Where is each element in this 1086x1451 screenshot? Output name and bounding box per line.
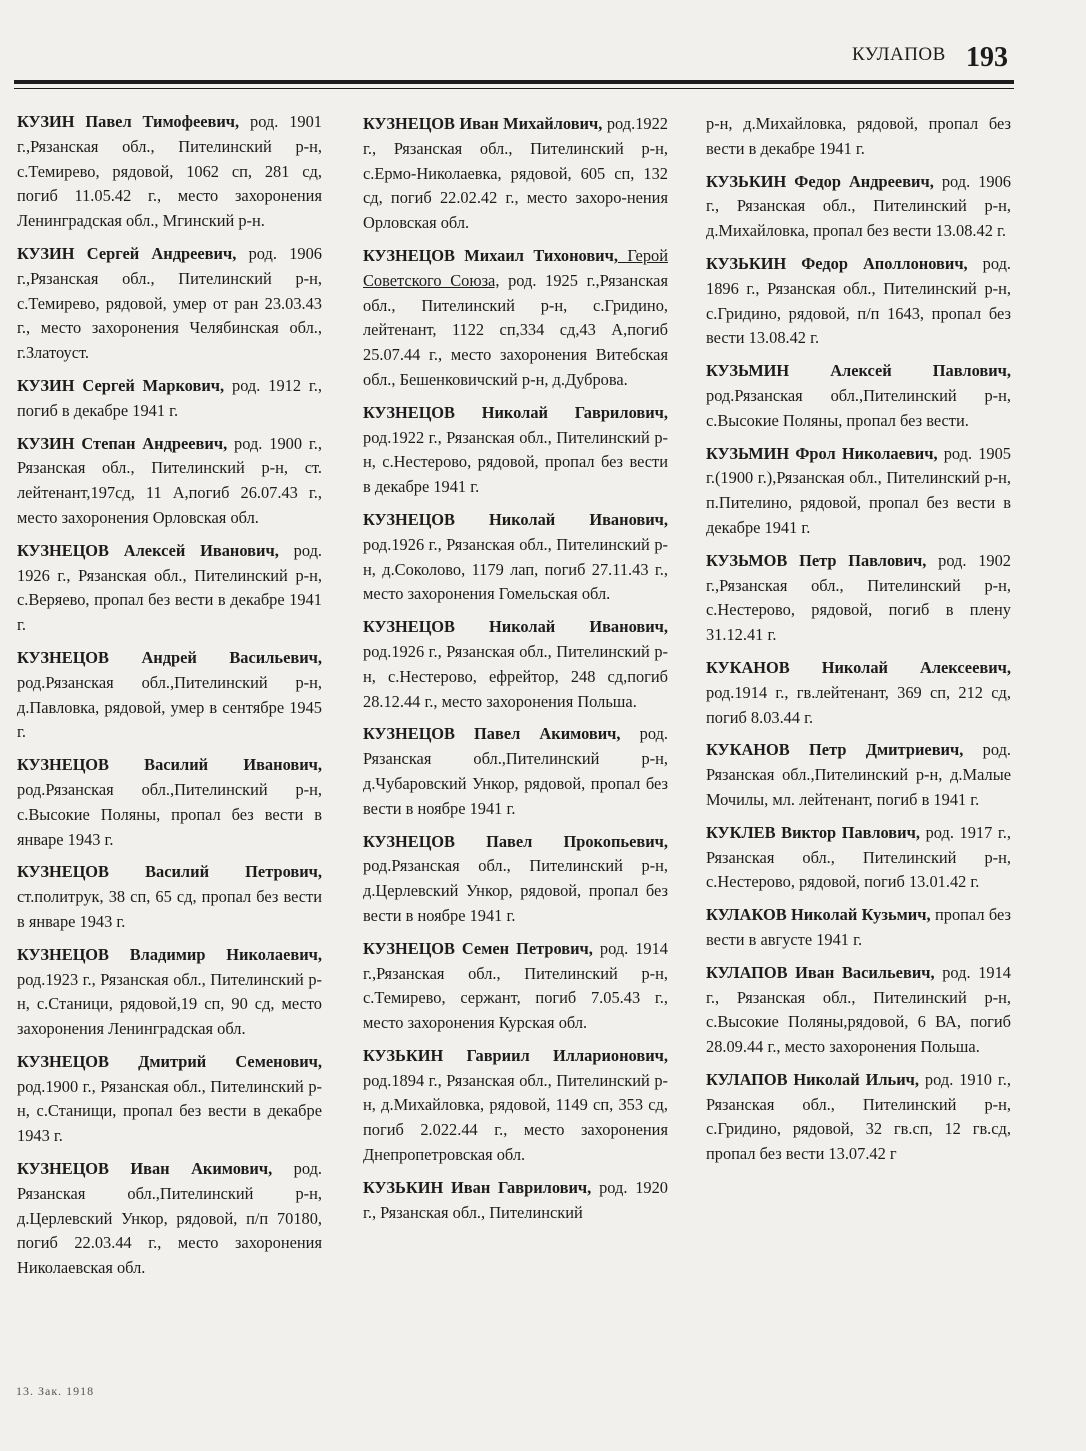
entry xyxy=(17,110,322,234)
entry-name: КУЗЬКИН Иван Гаврилович, xyxy=(363,1177,592,1197)
entry xyxy=(363,615,668,714)
footer-note: 13. Зак. 1918 xyxy=(16,1384,95,1398)
entry-text: род.1914 г., гв.лейтенант, 369 сп, 212 сд, погиб 8.03.44 г. xyxy=(706,682,1011,727)
entry xyxy=(17,1157,322,1281)
entry-name: КУЗНЕЦОВ Николай Иванович, xyxy=(363,509,668,529)
entry xyxy=(706,442,1011,541)
entry-text: род. 1906 г., Рязанская обл., Пителинский р-н, д.Михайловка, пропал без вести 13.08.42 г. xyxy=(706,171,1011,241)
entry-text: род. 1906 г.,Рязанская обл., Пителинский р-н, с.Темирево, рядовой, умер от ран 23.03.43 г., место захоронения Челябинская обл., г.Златоуст. xyxy=(17,243,322,363)
entry-name: КУЗЬМОВ Петр Павлович, xyxy=(706,550,927,570)
entry xyxy=(706,170,1011,244)
entry-name: КУЛАКОВ Николай Кузьмич, xyxy=(706,905,931,925)
entry-name: КУЗНЕЦОВ Николай Гаврилович, xyxy=(363,402,668,422)
entry-name: КУЗНЕЦОВ Михаил Тихонович, xyxy=(363,245,618,265)
entry xyxy=(363,1044,668,1168)
entry-name: КУЗНЕЦОВ Иван Михайлович, xyxy=(363,114,603,133)
entry-text: род. Рязанская обл.,Пителинский р-н, д.Малые Мочилы, мл. лейтенант, погиб в 1941 г. xyxy=(706,740,1011,809)
entry-text: род.Рязанская обл.,Пителинский р-н, д.Павловка, рядовой, умер в сентябре 1945 г. xyxy=(17,672,322,742)
entry-name: КУЗЬКИН Федор Андреевич, xyxy=(706,171,934,191)
entry-text: род. Рязанская обл.,Пителинский р-н, д.Чубаровский Ункор, рядовой, пропал без вести в ноябре 1941 г. xyxy=(363,724,669,818)
entry-name: КУКАНОВ Петр Дмитриевич, xyxy=(706,740,964,760)
entry-text: род.1926 г., Рязанская обл., Пителинский р-н, с.Нестерово, ефрейтор, 248 сд,погиб 28.12.44 г., место захоронения Польша. xyxy=(363,641,668,711)
entry-name: КУЗНЕЦОВ Андрей Васильевич, xyxy=(17,647,322,667)
entry-text: род. 1901 г.,Рязанская обл., Пителинский р-н, с.Темирево, рядовой, 1062 сп, 281 сд, погиб 11.05.42 г., место захоронения Ленинградская обл., Мгинский р-н. xyxy=(17,112,322,231)
entry xyxy=(706,961,1011,1060)
entry-name: КУЗНЕЦОВ Василий Петрович, xyxy=(17,862,322,882)
entry-name: КУЗНЕЦОВ Павел Прокопьевич, xyxy=(363,831,668,851)
entry-name: КУЗЬМИН Фрол Николаевич, xyxy=(706,443,938,463)
entry-name: КУКАНОВ Николай Алексеевич, xyxy=(706,657,1011,677)
entry-name: КУЗИН Павел Тимофеевич, xyxy=(17,112,240,131)
entry-text: ст.политрук, 38 сп, 65 сд, пропал без вести в январе 1943 г. xyxy=(17,887,322,931)
entry-text: род.1922 г., Рязанская обл., Пителинский р-н, с.Нестерово, рядовой, пропал без вести в декабре 1941 г. xyxy=(363,427,668,497)
entry-text: род. 1920 г., Рязанская обл., Пителинский xyxy=(363,1177,668,1222)
entry-text: род. 1910 г., Рязанская обл., Пителинский р-н, с.Гридино, рядовой, 32 гв.сп, 12 гв.сд, пропал без вести 13.07.42 г xyxy=(706,1069,1012,1164)
entry-name: КУЗНЕЦОВ Иван Акимович, xyxy=(17,1159,273,1179)
entry xyxy=(17,1050,322,1149)
entry xyxy=(706,738,1011,812)
entry-name: КУЛАПОВ Николай Ильич, xyxy=(706,1069,919,1089)
column-2 xyxy=(363,112,668,1233)
entry-text: род. 1917 г., Рязанская обл., Пителинский р-н, с.Нестерово, рядовой, погиб 13.01.42 г. xyxy=(706,822,1011,892)
entry xyxy=(17,539,322,638)
entry-text: род. 1896 г., Рязанская обл., Пителинский р-н, с.Гридино, рядовой, п/п 1643, пропал без вести 13.08.42 г. xyxy=(706,253,1012,348)
entry xyxy=(17,646,322,745)
entry-name: КУЛАПОВ Иван Васильевич, xyxy=(706,962,935,982)
entry xyxy=(363,830,668,929)
page-number: 193 xyxy=(966,42,1008,73)
entry xyxy=(706,656,1011,730)
entry-text: род.1894 г., Рязанская обл., Пителинский р-н, д.Михайловка, рядовой, 1149 сп, 353 сд, погиб 2.022.44 г., место захоронения Днепропетровская обл. xyxy=(363,1070,668,1165)
entry xyxy=(363,937,668,1036)
entry-text: род.Рязанская обл., Пителинский р-н, д.Церлевский Ункор, рядовой, пропал без вести в ноябре 1941 г. xyxy=(363,856,668,925)
entry-text: род.1922 г., Рязанская обл., Пителинский р-н, с.Ермо-Николаевка, рядовой, 605 сп, 132 сд, погиб 22.02.42 г., место захоро-нения Орловская обл. xyxy=(363,114,668,233)
header-rule-thin xyxy=(14,88,1014,89)
entry-name: КУЗИН Сергей Маркович, xyxy=(17,375,225,395)
entry-text: род. 1914 г., Рязанская обл., Пителинский р-н, с.Высокие Поляны,рядовой, 6 ВА, погиб 28.09.44 г., место захоронения Польша. xyxy=(706,962,1011,1057)
entry xyxy=(17,753,322,852)
entry-text: род.Рязанская обл.,Пителинский р-н, с.Высокие Поляны, пропал без вести в январе 1943 г. xyxy=(17,779,322,849)
entry-text: пропал без вести в августе 1941 г. xyxy=(706,905,1011,949)
entry xyxy=(17,242,322,366)
column-1 xyxy=(17,110,322,1289)
header-rule-thick xyxy=(14,80,1014,84)
entry-name: КУЗЬКИН Федор Аполлонович, xyxy=(706,253,968,273)
entry-text: род.Рязанская обл.,Пителинский р-н, с.Высокие Поляны, пропал без вести. xyxy=(706,385,1011,430)
entry xyxy=(363,508,668,607)
entry-text: род.1926 г., Рязанская обл., Пителинский р-н, д.Соколово, 1179 лап, погиб 27.11.43 г., место захоронения Гомельская обл. xyxy=(363,534,668,604)
entry-text: род.1900 г., Рязанская обл., Пителинский р-н, с.Станищи, пропал без вести в декабре 1943 г. xyxy=(17,1076,322,1146)
entry-text: род. Рязанская обл.,Пителинский р-н, д.Церлевский Ункор, рядовой, п/п 70180, погиб 22.03.44 г., место захоронения Николаевская обл. xyxy=(17,1159,323,1278)
entry xyxy=(706,252,1011,351)
entry xyxy=(17,432,322,531)
entry-text: род. 1926 г., Рязанская обл., Пителинский р-н, с.Веряево, пропал без вести в декабре 1941 г. xyxy=(17,540,323,635)
entry-name: КУЗНЕЦОВ Семен Петрович, xyxy=(363,938,593,958)
entry-text: род. 1902 г.,Рязанская обл., Пителинский р-н, с.Нестерово, рядовой, погиб в плену 31.12.41 г. xyxy=(706,550,1011,645)
entry xyxy=(17,943,322,1042)
running-title: КУЛАПОВ xyxy=(852,44,946,65)
entry xyxy=(706,1068,1011,1167)
entry-text: р-н, д.Михайловка, рядовой, пропал без вести в декабре 1941 г. xyxy=(706,114,1011,158)
entry xyxy=(17,860,322,934)
entry xyxy=(17,374,322,424)
entry-text: род. 1900 г., Рязанская обл., Пителинский р-н, ст. лейтенант,197сд, 11 А,погиб 26.07.43 г., место захоронения Орловская обл. xyxy=(17,433,322,527)
entry-name: КУЗЬМИН Алексей Павлович, xyxy=(706,361,1011,381)
entry-hero-title: Герой Советского Союза, xyxy=(363,245,668,290)
entry xyxy=(363,722,668,821)
entry-name: КУЗИН Степан Андреевич, xyxy=(17,433,228,453)
entry-name: КУКЛЕВ Виктор Павлович, xyxy=(706,822,920,842)
entry xyxy=(363,1176,668,1226)
entry-name: КУЗНЕЦОВ Павел Акимович, xyxy=(363,724,621,744)
entry-text: род. 1925 г.,Рязанская обл., Пителинский р-н, с.Гридино, лейтенант, 1122 сп,334 сд,43 А,погиб 25.07.44 г., место захоронения Витебская обл., Бешенковичский р-н, д.Дуброва. xyxy=(363,270,668,389)
entry-name: КУЗЬКИН Гавриил Илларионович, xyxy=(363,1045,668,1065)
entry-name: КУЗНЕЦОВ Дмитрий Семенович, xyxy=(17,1051,322,1071)
entry-name: КУЗНЕЦОВ Николай Иванович, xyxy=(363,617,668,637)
entry xyxy=(706,549,1011,648)
entry-name: КУЗНЕЦОВ Василий Иванович, xyxy=(17,755,322,775)
entry-name: КУЗИН Сергей Андреевич, xyxy=(17,243,237,263)
entry xyxy=(706,903,1011,953)
entry-text: род. 1905 г.(1900 г.),Рязанская обл., Пителинский р-н, п.Пителино, рядовой, пропал без вести в декабре 1941 г. xyxy=(706,443,1011,537)
entry xyxy=(706,359,1011,433)
entry xyxy=(363,401,668,500)
entry-text: род. 1914 г.,Рязанская обл., Пителинский р-н, с.Темирево, сержант, погиб 7.05.43 г., место захоронения Курская обл. xyxy=(363,938,668,1033)
entry-name: КУЗНЕЦОВ Владимир Николаевич, xyxy=(17,944,322,964)
column-3 xyxy=(706,112,1011,1175)
entry xyxy=(363,112,668,236)
entry-text: род.1923 г., Рязанская обл., Пителинский р-н, с.Станици, рядовой,19 сп, 90 сд, место захоронения Ленинградская обл. xyxy=(17,969,322,1039)
entry xyxy=(706,112,1011,162)
entry xyxy=(363,244,668,393)
entry-text: род. 1912 г., погиб в декабре 1941 г. xyxy=(17,375,322,420)
entry-name: КУЗНЕЦОВ Алексей Иванович, xyxy=(17,540,279,560)
entry xyxy=(706,821,1011,895)
